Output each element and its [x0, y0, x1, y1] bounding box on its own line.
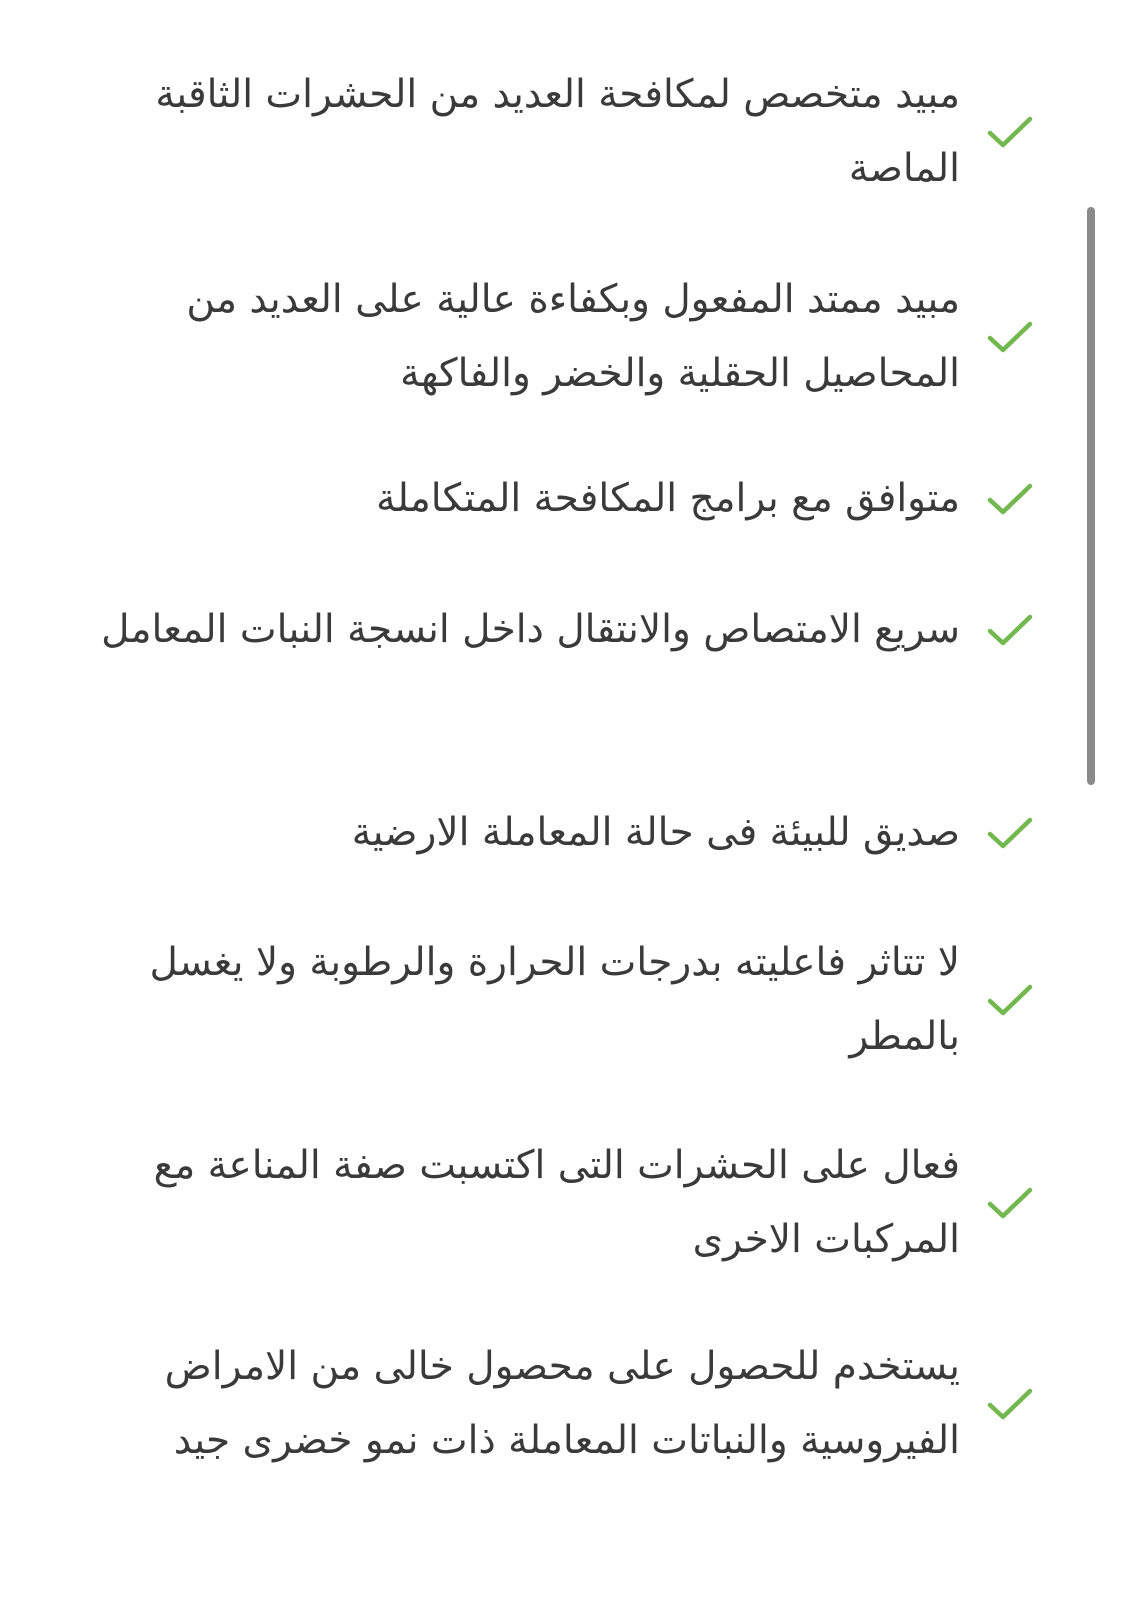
- feature-text: لا تتاثر فاعليته بدرجات الحرارة والرطوبة ولا يغسل بالمطر: [149, 940, 960, 1059]
- check-icon: [980, 482, 1040, 516]
- list-item: [40, 593, 1040, 667]
- feature-text: يستخدم للحصول على محصول خالى من الامراض الفيروسية والنباتات المعاملة ذات نمو خضرى جيد: [164, 1344, 960, 1463]
- check-icon: [980, 816, 1040, 850]
- list-item: [40, 1129, 1040, 1277]
- scrollbar[interactable]: [1087, 207, 1095, 785]
- feature-text: سريع الامتصاص والانتقال داخل انسجة النبات المعامل: [101, 607, 960, 652]
- check-icon: [980, 1387, 1040, 1421]
- feature-text: فعال على الحشرات التى اكتسبت صفة المناعة مع المركبات الاخرى: [153, 1143, 960, 1262]
- list-item: [40, 796, 1040, 870]
- check-icon: [980, 1186, 1040, 1220]
- list-item: [40, 58, 1040, 206]
- feature-text: مبيد ممتد المفعول وبكفاءة عالية على العديد من المحاصيل الحقلية والخضر والفاكهة: [186, 277, 960, 396]
- check-icon: [980, 613, 1040, 647]
- check-icon: [980, 115, 1040, 149]
- list-item: [40, 462, 1040, 536]
- list-item: [40, 1330, 1040, 1478]
- list-item: [40, 263, 1040, 411]
- feature-text: صديق للبيئة فى حالة المعاملة الارضية: [351, 810, 960, 855]
- check-icon: [980, 983, 1040, 1017]
- feature-text: متوافق مع برامج المكافحة المتكاملة: [376, 476, 960, 521]
- check-icon: [980, 320, 1040, 354]
- list-item: [40, 926, 1040, 1074]
- feature-text: مبيد متخصص لمكافحة العديد من الحشرات الثاقبة الماصة: [155, 72, 960, 191]
